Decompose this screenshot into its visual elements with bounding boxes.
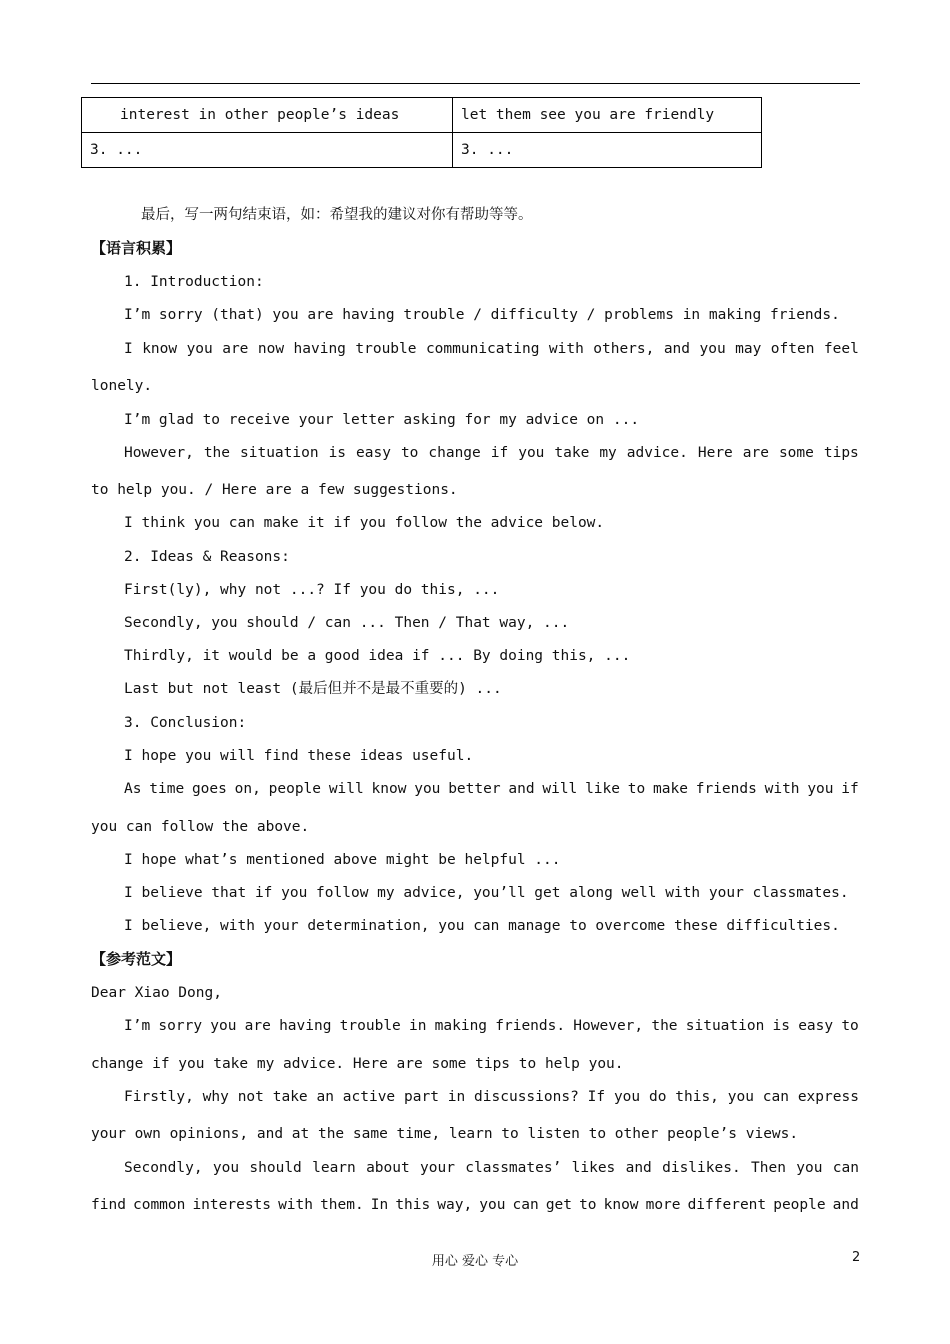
conclusion-line: I believe, with your determination, you can manage to overcome these difficulties. [124, 918, 840, 934]
ideas-line: Last but not least (最后但并不是最不重要的) ... [124, 681, 502, 697]
word: you [186, 341, 213, 357]
word: people [773, 1197, 826, 1213]
word: find [91, 1197, 126, 1213]
word: this [395, 1197, 431, 1213]
conclusion-line: I hope you will find these ideas useful. [124, 748, 474, 764]
word: way, [437, 1197, 473, 1213]
word: part [404, 1089, 439, 1105]
word: I [124, 341, 133, 357]
page-footer: 用心 爱心 专心 [431, 1254, 519, 1269]
word: in [408, 1018, 427, 1034]
letter-line [124, 1088, 859, 1106]
word: take [554, 445, 590, 461]
conclusion-line: I believe that if you follow my advice, you’ll get along well with your classmates. [124, 885, 849, 901]
word: easy [798, 1018, 834, 1034]
word: make [653, 781, 688, 797]
word: this, [675, 1089, 719, 1105]
word: feel [823, 341, 859, 357]
word: you [414, 781, 441, 797]
word: others, [593, 341, 655, 357]
section-heading-language: 【语言积累】 [91, 239, 182, 257]
word: As [124, 781, 142, 797]
word: the [651, 1018, 678, 1034]
word: time [149, 781, 185, 797]
word: with [548, 341, 584, 357]
word: dislikes. [662, 1160, 741, 1176]
word: tips [823, 445, 859, 461]
word: you [613, 1089, 641, 1105]
word: If [587, 1089, 606, 1105]
closing-note: 最后，写一两句结束语，如：希望我的建议对你有帮助等等。 [141, 207, 533, 223]
word: like [585, 781, 620, 797]
word: are [742, 445, 769, 461]
word: different [687, 1197, 767, 1213]
word: your [420, 1160, 455, 1176]
word: them. [320, 1197, 364, 1213]
word: with [278, 1197, 313, 1213]
table-row [82, 98, 762, 133]
word: Secondly, [124, 1160, 203, 1176]
word: having [279, 1018, 332, 1034]
word: making [434, 1018, 488, 1034]
word: is [772, 1018, 790, 1034]
word: easy [356, 445, 391, 461]
word: you [210, 1018, 237, 1034]
word: are [244, 1018, 271, 1034]
page-number: 2 [852, 1250, 861, 1265]
word: can [762, 1089, 789, 1105]
section-heading-sample: 【参考范文】 [91, 950, 182, 968]
word: to [627, 781, 646, 797]
word: know [142, 341, 178, 357]
word: Here [697, 445, 733, 461]
word: change [428, 445, 481, 461]
word: In [370, 1197, 389, 1213]
word: often [770, 341, 815, 357]
word: some [778, 445, 814, 461]
letter-line: change if you take my advice. Here are some tips to help you. [91, 1056, 624, 1072]
word: you [518, 445, 545, 461]
letter-line [124, 1017, 859, 1035]
word: my [599, 445, 617, 461]
word: communicating [425, 341, 540, 357]
word: you [212, 1160, 240, 1176]
word: and [508, 781, 535, 797]
intro-line: I think you can make it if you follow the advice below. [124, 515, 605, 531]
word: in [447, 1089, 466, 1105]
word: know [371, 781, 407, 797]
word: active [342, 1089, 396, 1105]
word: classmates’ [465, 1160, 562, 1176]
word: situation [685, 1018, 765, 1034]
word: about [366, 1160, 410, 1176]
word: is [328, 445, 347, 461]
word: Then [751, 1160, 786, 1176]
word: I’m [124, 1018, 151, 1034]
word: to [841, 1018, 859, 1034]
conclusion-title: 3. Conclusion: [124, 715, 247, 731]
word: and [663, 341, 691, 357]
word: trouble [339, 1018, 401, 1034]
ideas-line: Secondly, you should / can ... Then / That way, ... [124, 615, 570, 631]
intro-title: 1. Introduction: [124, 274, 264, 290]
intro-line: I’m sorry (that) you are having trouble / difficulty / problems in making friends. [124, 307, 840, 323]
word: you [727, 1089, 754, 1105]
word: take [272, 1089, 308, 1105]
word: and [832, 1197, 859, 1213]
word: you [699, 341, 726, 357]
word: Firstly, [124, 1089, 194, 1105]
word: why [202, 1089, 229, 1105]
word: interests [192, 1197, 272, 1213]
word: express [797, 1089, 859, 1105]
word: to [579, 1197, 597, 1213]
word: if [490, 445, 509, 461]
letter-line [124, 1159, 859, 1177]
word: not [237, 1089, 264, 1105]
word: can [832, 1160, 859, 1176]
word: advice. [626, 445, 688, 461]
word: learn [312, 1160, 356, 1176]
word: to [400, 445, 419, 461]
word: and [625, 1160, 652, 1176]
table-cell: 3. ... [453, 133, 762, 168]
conclusion-line-continued: you can follow the above. [91, 819, 310, 835]
word: discussions? [474, 1089, 579, 1105]
word: sorry [158, 1018, 203, 1034]
word: situation [240, 445, 319, 461]
word: will [542, 781, 578, 797]
word: can [512, 1197, 539, 1213]
word: the [203, 445, 231, 461]
word: on, [234, 781, 261, 797]
word: may [735, 341, 762, 357]
word: you [479, 1197, 506, 1213]
intro-line: I’m glad to receive your letter asking for my advice on ... [124, 412, 640, 428]
tips-table [81, 97, 762, 168]
table-row [82, 133, 762, 168]
intro-line [124, 340, 859, 358]
word: will [328, 781, 364, 797]
word: common [132, 1197, 186, 1213]
word: now [257, 341, 285, 357]
word: likes [571, 1160, 616, 1176]
letter-line [91, 1196, 859, 1214]
word: know [603, 1197, 639, 1213]
table-cell: interest in other people’s ideas [82, 98, 453, 133]
word: friends. [495, 1018, 566, 1034]
word: if [841, 781, 859, 797]
word: better [448, 781, 501, 797]
ideas-line: Thirdly, it would be a good idea if ... By doing this, ... [124, 648, 631, 664]
word: goes [191, 781, 227, 797]
intro-line-continued: lonely. [91, 378, 153, 394]
table-cell: let them see you are friendly [453, 98, 762, 133]
word: are [222, 341, 249, 357]
word: with [764, 781, 800, 797]
word: However, [124, 445, 194, 461]
word: However, [573, 1018, 644, 1034]
letter-line: your own opinions, and at the same time, learn to listen to other people’s views. [91, 1126, 799, 1142]
intro-line [124, 444, 859, 462]
ideas-line: First(ly), why not ...? If you do this, ... [124, 582, 500, 598]
word: more [645, 1197, 681, 1213]
conclusion-line [124, 780, 859, 798]
word: get [545, 1197, 573, 1213]
word: trouble [355, 341, 417, 357]
word: should [249, 1160, 302, 1176]
word: having [293, 341, 346, 357]
conclusion-line: I hope what’s mentioned above might be helpful ... [124, 852, 561, 868]
intro-line-continued: to help you. / Here are a few suggestions. [91, 482, 458, 498]
header-rule [91, 83, 860, 84]
table-cell: 3. ... [82, 133, 453, 168]
word: friends [695, 781, 757, 797]
word: people [268, 781, 322, 797]
word: you [796, 1160, 823, 1176]
ideas-title: 2. Ideas & Reasons: [124, 549, 290, 565]
word: you [807, 781, 834, 797]
letter-salutation: Dear Xiao Dong, [91, 985, 222, 1001]
word: an [316, 1089, 334, 1105]
word: do [648, 1089, 667, 1105]
